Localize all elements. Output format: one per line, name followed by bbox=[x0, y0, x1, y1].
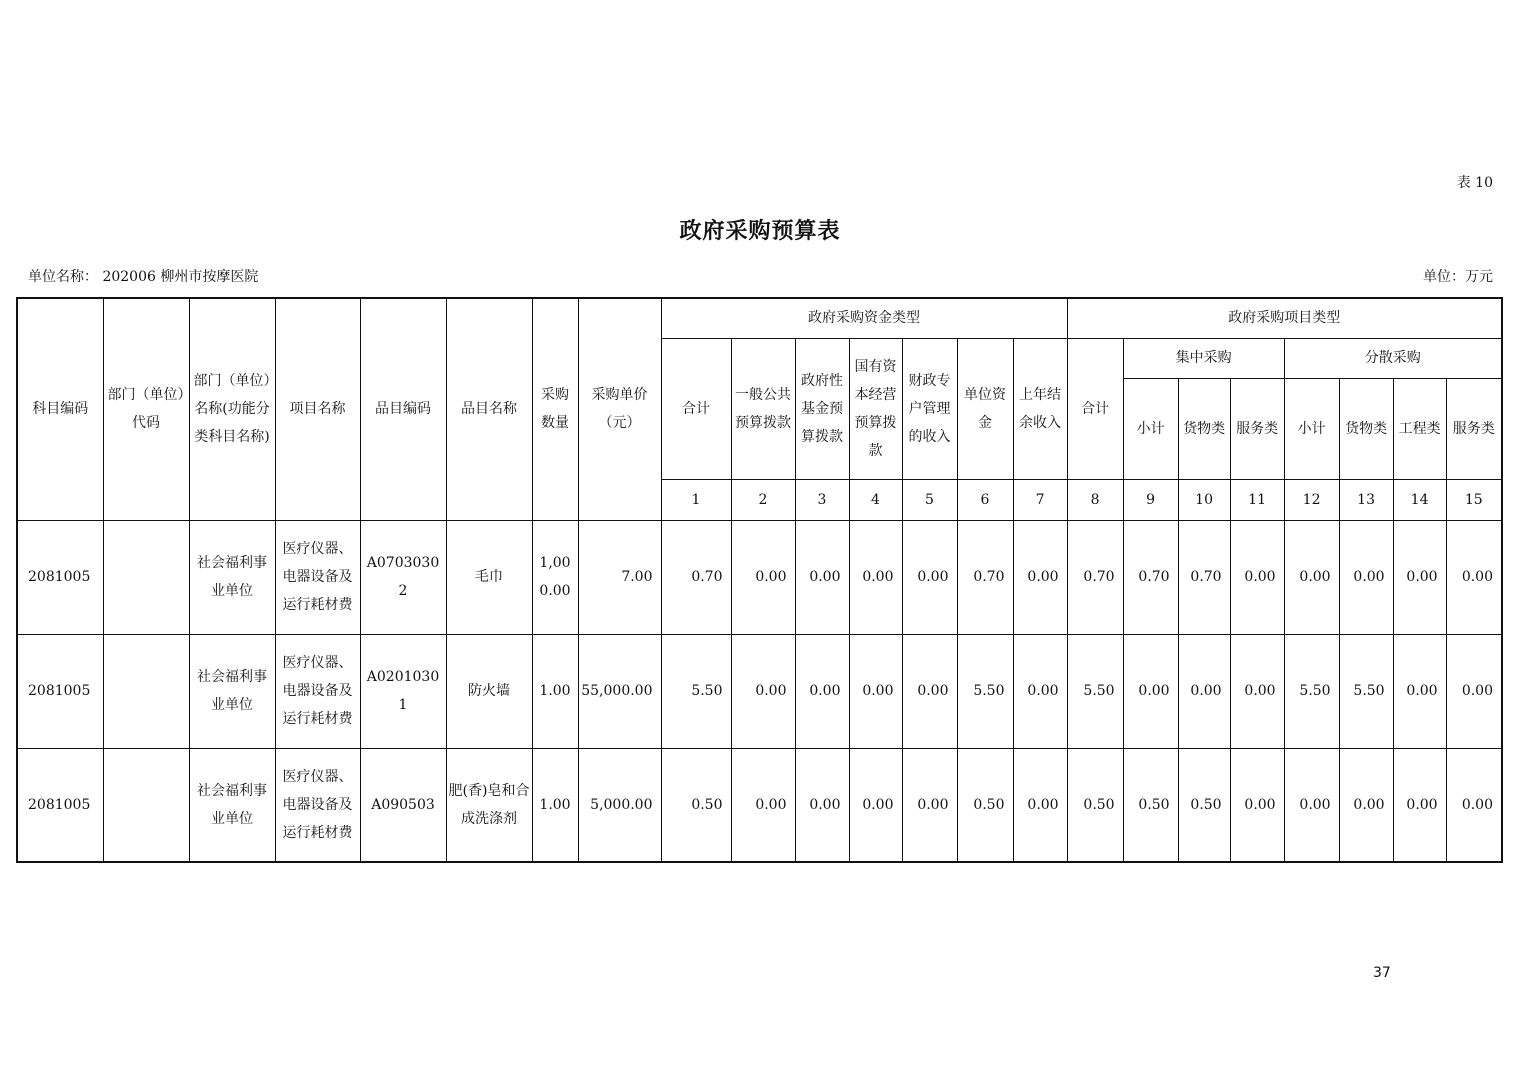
column-number: 7 bbox=[1013, 479, 1067, 520]
value-cell: 0.00 bbox=[795, 520, 849, 634]
header-project-name: 项目名称 bbox=[275, 298, 360, 520]
header-item-name: 品目名称 bbox=[446, 298, 532, 520]
header-project-type: 政府采购项目类型 bbox=[1067, 298, 1502, 338]
value-cell: 0.00 bbox=[849, 748, 902, 862]
header-dept-name: 部门（单位）名称(功能分类科目名称) bbox=[189, 298, 275, 520]
value-cell: 0.00 bbox=[731, 520, 795, 634]
subject-code-cell: 2081005 bbox=[17, 748, 103, 862]
table-row bbox=[17, 634, 1502, 748]
header-subtotal-decentralized: 小计 bbox=[1284, 378, 1339, 479]
value-cell: 0.00 bbox=[902, 748, 957, 862]
column-number: 12 bbox=[1284, 479, 1339, 520]
value-cell: 0.00 bbox=[1393, 748, 1446, 862]
item-code-cell: A07030302 bbox=[360, 520, 446, 634]
project-name-cell: 医疗仪器、电器设备及运行耗材费 bbox=[275, 634, 360, 748]
project-name-cell: 医疗仪器、电器设备及运行耗材费 bbox=[275, 748, 360, 862]
value-cell: 0.50 bbox=[957, 748, 1013, 862]
header-fund-total: 合计 bbox=[661, 338, 731, 479]
value-cell: 0.00 bbox=[1230, 520, 1284, 634]
value-cell: 0.50 bbox=[1123, 748, 1178, 862]
value-cell: 0.00 bbox=[731, 634, 795, 748]
value-cell: 0.70 bbox=[1067, 520, 1123, 634]
value-cell: 0.00 bbox=[795, 748, 849, 862]
header-subtotal-centralized: 小计 bbox=[1123, 378, 1178, 479]
column-number: 1 bbox=[661, 479, 731, 520]
value-cell: 5.50 bbox=[1067, 634, 1123, 748]
header-state-capital: 国有资本经营预算拨款 bbox=[849, 338, 902, 479]
value-cell: 0.70 bbox=[661, 520, 731, 634]
value-cell: 0.00 bbox=[1123, 634, 1178, 748]
header-row-1 bbox=[17, 298, 1502, 338]
header-services-decentralized: 服务类 bbox=[1446, 378, 1502, 479]
header-unit-price: 采购单价（元） bbox=[578, 298, 661, 520]
column-number: 9 bbox=[1123, 479, 1178, 520]
item-code-cell: A02010301 bbox=[360, 634, 446, 748]
header-carryover: 上年结余收入 bbox=[1013, 338, 1067, 479]
header-quantity: 采购数量 bbox=[532, 298, 578, 520]
value-cell: 0.00 bbox=[1013, 634, 1067, 748]
dept-code-cell bbox=[103, 520, 189, 634]
column-number: 3 bbox=[795, 479, 849, 520]
value-cell: 0.00 bbox=[1013, 520, 1067, 634]
header-goods-centralized: 货物类 bbox=[1178, 378, 1230, 479]
header-project-total: 合计 bbox=[1067, 338, 1123, 479]
value-cell: 0.50 bbox=[1067, 748, 1123, 862]
column-number: 11 bbox=[1230, 479, 1284, 520]
value-cell: 5.50 bbox=[661, 634, 731, 748]
column-number: 5 bbox=[902, 479, 957, 520]
unit-price-cell: 5,000.00 bbox=[578, 748, 661, 862]
value-cell: 0.00 bbox=[1284, 748, 1339, 862]
page-number: 37 bbox=[1373, 965, 1391, 981]
dept-name-cell: 社会福利事业单位 bbox=[189, 748, 275, 862]
value-cell: 0.00 bbox=[1178, 634, 1230, 748]
header-unit-fund: 单位资金 bbox=[957, 338, 1013, 479]
quantity-cell: 1,000.00 bbox=[532, 520, 578, 634]
value-cell: 0.00 bbox=[1230, 634, 1284, 748]
header-general-budget: 一般公共预算拨款 bbox=[731, 338, 795, 479]
value-cell: 0.00 bbox=[849, 634, 902, 748]
value-cell: 0.00 bbox=[902, 520, 957, 634]
value-cell: 0.00 bbox=[1393, 634, 1446, 748]
value-cell: 0.00 bbox=[849, 520, 902, 634]
column-number: 14 bbox=[1393, 479, 1446, 520]
project-name-cell: 医疗仪器、电器设备及运行耗材费 bbox=[275, 520, 360, 634]
dept-code-cell bbox=[103, 748, 189, 862]
dept-code-cell bbox=[103, 634, 189, 748]
header-gov-fund: 政府性基金预算拨款 bbox=[795, 338, 849, 479]
table-number: 表 10 bbox=[1456, 175, 1493, 191]
subject-code-cell: 2081005 bbox=[17, 520, 103, 634]
column-number: 8 bbox=[1067, 479, 1123, 520]
item-name-cell: 防火墙 bbox=[446, 634, 532, 748]
table-row bbox=[17, 748, 1502, 862]
unit-price-cell: 7.00 bbox=[578, 520, 661, 634]
header-works-decentralized: 工程类 bbox=[1393, 378, 1446, 479]
header-special-account: 财政专户管理的收入 bbox=[902, 338, 957, 479]
column-number: 4 bbox=[849, 479, 902, 520]
value-cell: 5.50 bbox=[1284, 634, 1339, 748]
quantity-cell: 1.00 bbox=[532, 748, 578, 862]
column-number: 15 bbox=[1446, 479, 1502, 520]
value-cell: 0.50 bbox=[661, 748, 731, 862]
subject-code-cell: 2081005 bbox=[17, 634, 103, 748]
header-dept-code: 部门（单位）代码 bbox=[103, 298, 189, 520]
dept-name-cell: 社会福利事业单位 bbox=[189, 520, 275, 634]
value-cell: 5.50 bbox=[957, 634, 1013, 748]
item-name-cell: 肥(香)皂和合成洗涤剂 bbox=[446, 748, 532, 862]
value-cell: 0.70 bbox=[1178, 520, 1230, 634]
currency-unit-label: 单位：万元 bbox=[1423, 269, 1493, 285]
procurement-budget-table bbox=[16, 297, 1503, 863]
header-centralized: 集中采购 bbox=[1123, 338, 1284, 378]
unit-price-cell: 55,000.00 bbox=[578, 634, 661, 748]
value-cell: 0.00 bbox=[1446, 748, 1502, 862]
column-number: 13 bbox=[1339, 479, 1393, 520]
dept-name-cell: 社会福利事业单位 bbox=[189, 634, 275, 748]
header-services-centralized: 服务类 bbox=[1230, 378, 1284, 479]
value-cell: 0.00 bbox=[902, 634, 957, 748]
value-cell: 0.00 bbox=[1446, 634, 1502, 748]
item-name-cell: 毛巾 bbox=[446, 520, 532, 634]
item-code-cell: A090503 bbox=[360, 748, 446, 862]
value-cell: 0.00 bbox=[1393, 520, 1446, 634]
quantity-cell: 1.00 bbox=[532, 634, 578, 748]
value-cell: 0.70 bbox=[957, 520, 1013, 634]
value-cell: 5.50 bbox=[1339, 634, 1393, 748]
page-title: 政府采购预算表 bbox=[679, 218, 841, 244]
value-cell: 0.00 bbox=[731, 748, 795, 862]
unit-name-label: 单位名称： 202006 柳州市按摩医院 bbox=[28, 269, 259, 285]
column-number: 2 bbox=[731, 479, 795, 520]
column-number: 10 bbox=[1178, 479, 1230, 520]
value-cell: 0.00 bbox=[1013, 748, 1067, 862]
column-number: 6 bbox=[957, 479, 1013, 520]
value-cell: 0.00 bbox=[1446, 520, 1502, 634]
header-subject-code: 科目编码 bbox=[17, 298, 103, 520]
value-cell: 0.00 bbox=[1339, 748, 1393, 862]
value-cell: 0.70 bbox=[1123, 520, 1178, 634]
value-cell: 0.00 bbox=[1230, 748, 1284, 862]
value-cell: 0.00 bbox=[1339, 520, 1393, 634]
value-cell: 0.50 bbox=[1178, 748, 1230, 862]
header-fund-type: 政府采购资金类型 bbox=[661, 298, 1067, 338]
value-cell: 0.00 bbox=[795, 634, 849, 748]
value-cell: 0.00 bbox=[1284, 520, 1339, 634]
header-goods-decentralized: 货物类 bbox=[1339, 378, 1393, 479]
table-row bbox=[17, 520, 1502, 634]
header-decentralized: 分散采购 bbox=[1284, 338, 1502, 378]
header-item-code: 品目编码 bbox=[360, 298, 446, 520]
